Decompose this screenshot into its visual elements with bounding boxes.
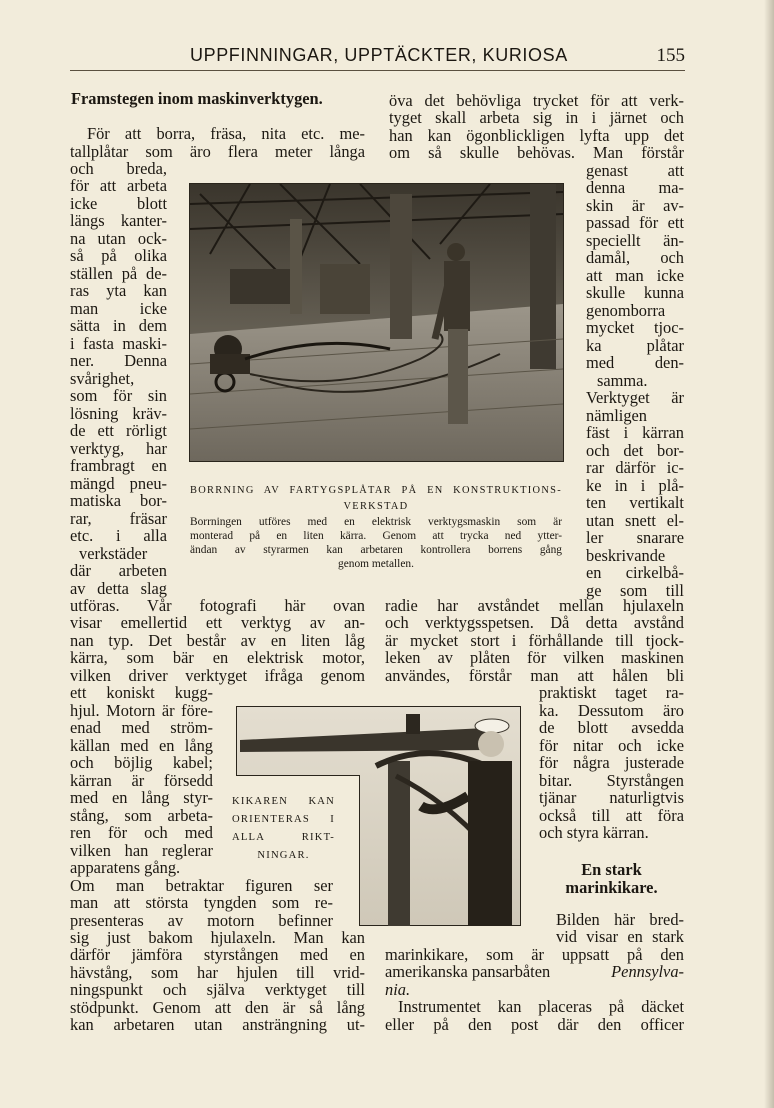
text-line: hävstång, som har hjulen till vrid- xyxy=(70,963,365,982)
text-line: mängd pneu- xyxy=(70,474,167,493)
page-number: 155 xyxy=(656,45,685,66)
text-line: rar, fräsar xyxy=(70,509,167,528)
text-line: vid visar en stark xyxy=(556,927,684,946)
text-line: och böjlig kabel; xyxy=(70,753,213,772)
text-line: där arbeten xyxy=(70,561,167,580)
ship-name: Pennsylva- xyxy=(611,962,684,981)
text-line: ge som till xyxy=(586,581,684,600)
text-line: tjänar naturligtvis xyxy=(539,788,684,807)
text-line: de blott avsedda xyxy=(539,718,684,737)
text-line: Om man betraktar figuren ser xyxy=(70,876,333,895)
text-line: för några justerade xyxy=(539,753,684,772)
text-line: sig just bakom hjulaxeln. Man kan xyxy=(70,928,365,947)
text-line: etc. i alla xyxy=(70,526,167,545)
text-line: han kan ögonblickligen lyfta upp det xyxy=(389,126,684,145)
text-line: beskrivande xyxy=(586,546,666,565)
text-line: man att största tyngden som re- xyxy=(70,893,333,912)
figure2-caption-line: ALLA RIKT- xyxy=(232,832,335,843)
article-heading: Framstegen inom maskinverktygen. xyxy=(71,89,323,108)
text-line: öva det behövliga trycket för att verk- xyxy=(389,91,684,110)
figure1-caption-title: BORRNING AV FARTYGSPLÅTAR PÅ EN KONSTRUKTIONS- xyxy=(190,485,562,496)
text-line: för nitar och icke xyxy=(539,736,684,755)
text-line: visar emellertid ett verktyg av an- xyxy=(70,613,365,632)
workshop-drilling-photo xyxy=(189,183,564,462)
text-line: de ett rörligt xyxy=(70,421,167,440)
text-line: utföras. Vår fotografi här ovan xyxy=(70,596,365,615)
text-line: och styra kärran. xyxy=(539,823,649,842)
text-line: leken av plåten för vilken maskinen xyxy=(385,648,684,667)
figure1-caption-title-cont: VERKSTAD xyxy=(343,501,409,512)
article2-heading-cont: marinkikare. xyxy=(565,878,658,897)
text-line: tyget skall arbeta sig in i järnet och xyxy=(389,108,684,127)
text-line: nan typ. Det består av en liten låg xyxy=(70,631,365,650)
text-line: med den- xyxy=(586,353,684,372)
text-line: för att arbeta xyxy=(70,176,167,195)
text-line: verktyg, har xyxy=(70,439,167,458)
text-line: lösning kräv- xyxy=(70,404,167,423)
article2-heading: En stark xyxy=(581,860,642,879)
text-fragment: amerikanska pansarbåten xyxy=(385,962,551,981)
text-line: med en lång styr- xyxy=(70,788,213,807)
text-line: frambragt en xyxy=(70,456,167,475)
text-line: Instrumentet kan placeras på däcket xyxy=(398,997,684,1016)
text-line: är mycket stort i förhållande till tjock- xyxy=(385,631,684,650)
text-line: denna ma- xyxy=(586,178,684,197)
text-line: presenteras av motorn befinner xyxy=(70,911,333,930)
text-line: och verktygsspetsen. Då detta avstånd xyxy=(385,613,684,632)
text-line: kärran är försedd xyxy=(70,771,213,790)
figure1-caption-line: ändan av styrarmen kan arbetaren kontrollera borrens gång xyxy=(190,544,562,556)
text-line: ler snarare xyxy=(586,528,684,547)
text-line: samma. xyxy=(597,371,648,390)
figure2-caption-line: ORIENTERAS I xyxy=(232,814,335,825)
text-line: ett koniskt kugg- xyxy=(70,683,213,702)
text-line: marinkikare, som är uppsatt på den xyxy=(385,945,684,964)
text-line: icke blott xyxy=(70,194,167,213)
text-line: na utan ock- xyxy=(70,229,167,248)
text-line: hjul. Motorn är före- xyxy=(70,701,213,720)
text-line: och breda, xyxy=(70,159,167,178)
text-line: utan snett el- xyxy=(586,511,684,530)
text-line-with-italic xyxy=(385,963,684,981)
text-line: verkstäder xyxy=(79,544,148,563)
header-rule xyxy=(70,70,685,71)
figure1-caption-line: Borrningen utföres med en elektrisk verktygsmaskin som är xyxy=(190,516,562,528)
text-line: ke in i plå- xyxy=(586,476,684,495)
text-line: speciellt än- xyxy=(586,231,684,250)
text-line: matiska bor- xyxy=(70,491,167,510)
running-title: UPPFINNINGAR, UPPTÄCKTER, KURIOSA xyxy=(190,45,568,65)
text-line: som för sin xyxy=(70,386,167,405)
text-line: stödpunkt. Genom att den är så lång xyxy=(70,998,365,1017)
text-line: ka. Dessutom äro xyxy=(539,701,684,720)
text-line: om så skulle behövas. Man förstår xyxy=(389,143,684,162)
text-line: mycket tjoc- xyxy=(586,318,684,337)
text-line: i fasta maski- xyxy=(70,334,167,353)
text-line: vilken driver verktyget ifråga genom xyxy=(70,666,365,685)
figure1-caption-line: genom metallen. xyxy=(338,558,414,570)
text-line: passad för ett xyxy=(586,213,684,232)
text-line: svårighet, xyxy=(70,369,135,388)
text-line: därför jämföra styrstången med en xyxy=(70,945,365,964)
ship-name-cont: nia. xyxy=(385,980,411,999)
text-line: genomborra xyxy=(586,301,666,320)
text-line: För att borra, fräsa, nita etc. me- xyxy=(87,124,365,143)
text-line: vilken han reglerar xyxy=(70,841,213,860)
text-line: också till att föra xyxy=(539,806,684,825)
text-line: eller på den post där den officer xyxy=(385,1015,684,1034)
text-line: kärra, som bär en elektrisk motor, xyxy=(70,648,365,667)
text-line: nämligen xyxy=(586,406,647,425)
text-line: ren för och med xyxy=(70,823,213,842)
text-line: källan med en lång xyxy=(70,736,213,755)
text-line: kan arbetaren utan ansträngning ut- xyxy=(70,1015,365,1034)
figure2-caption-line: NINGAR. xyxy=(257,850,310,861)
text-line: ras yta kan xyxy=(70,281,167,300)
page-header xyxy=(70,45,685,71)
text-line: genast att xyxy=(586,161,684,180)
text-line: Verktyget är xyxy=(586,388,684,407)
text-line: tallplåtar som äro flera meter långa xyxy=(70,142,365,161)
text-line: så på olika xyxy=(70,246,167,265)
text-line: apparatens gång. xyxy=(70,858,181,877)
text-line: bitar. Styrstången xyxy=(539,771,684,790)
text-line: sätta in dem xyxy=(70,316,167,335)
text-line: ställen på de- xyxy=(70,264,167,283)
text-line: praktiskt taget ra- xyxy=(539,683,684,702)
text-line: enad med ström- xyxy=(70,718,213,737)
text-line: stång, som arbeta- xyxy=(70,806,213,825)
text-line: av detta slag xyxy=(70,579,167,598)
text-line: radie har avståndet mellan hjulaxeln xyxy=(385,596,684,615)
text-line: rar därför ic- xyxy=(586,458,684,477)
text-line: att man icke xyxy=(586,266,684,285)
page-edge-shadow xyxy=(764,0,774,1108)
text-line: en cirkelbå- xyxy=(586,563,684,582)
workshop-illustration xyxy=(190,184,563,461)
figure1-caption-line: monterad på en liten kärra. Genom att trycka ned ytter- xyxy=(190,530,562,542)
text-line: ningspunkt och själva verktyget till xyxy=(70,980,365,999)
text-line: fäst i kärran xyxy=(586,423,684,442)
text-line: längs kanter- xyxy=(70,211,167,230)
text-line: Bilden här bred- xyxy=(556,910,684,929)
text-line: användes, förstår man att hålen bli xyxy=(385,666,684,685)
text-line: damål, och xyxy=(586,248,684,267)
text-line: man icke xyxy=(70,299,167,318)
text-line: skin är av- xyxy=(586,196,684,215)
text-line: ten vertikalt xyxy=(586,493,684,512)
figure2-caption-line: KIKAREN KAN xyxy=(232,796,335,807)
text-line: ka plåtar xyxy=(586,336,684,355)
text-line: och det bor- xyxy=(586,441,684,460)
text-line: skulle kunna xyxy=(586,283,684,302)
text-line: ner. Denna xyxy=(70,351,167,370)
